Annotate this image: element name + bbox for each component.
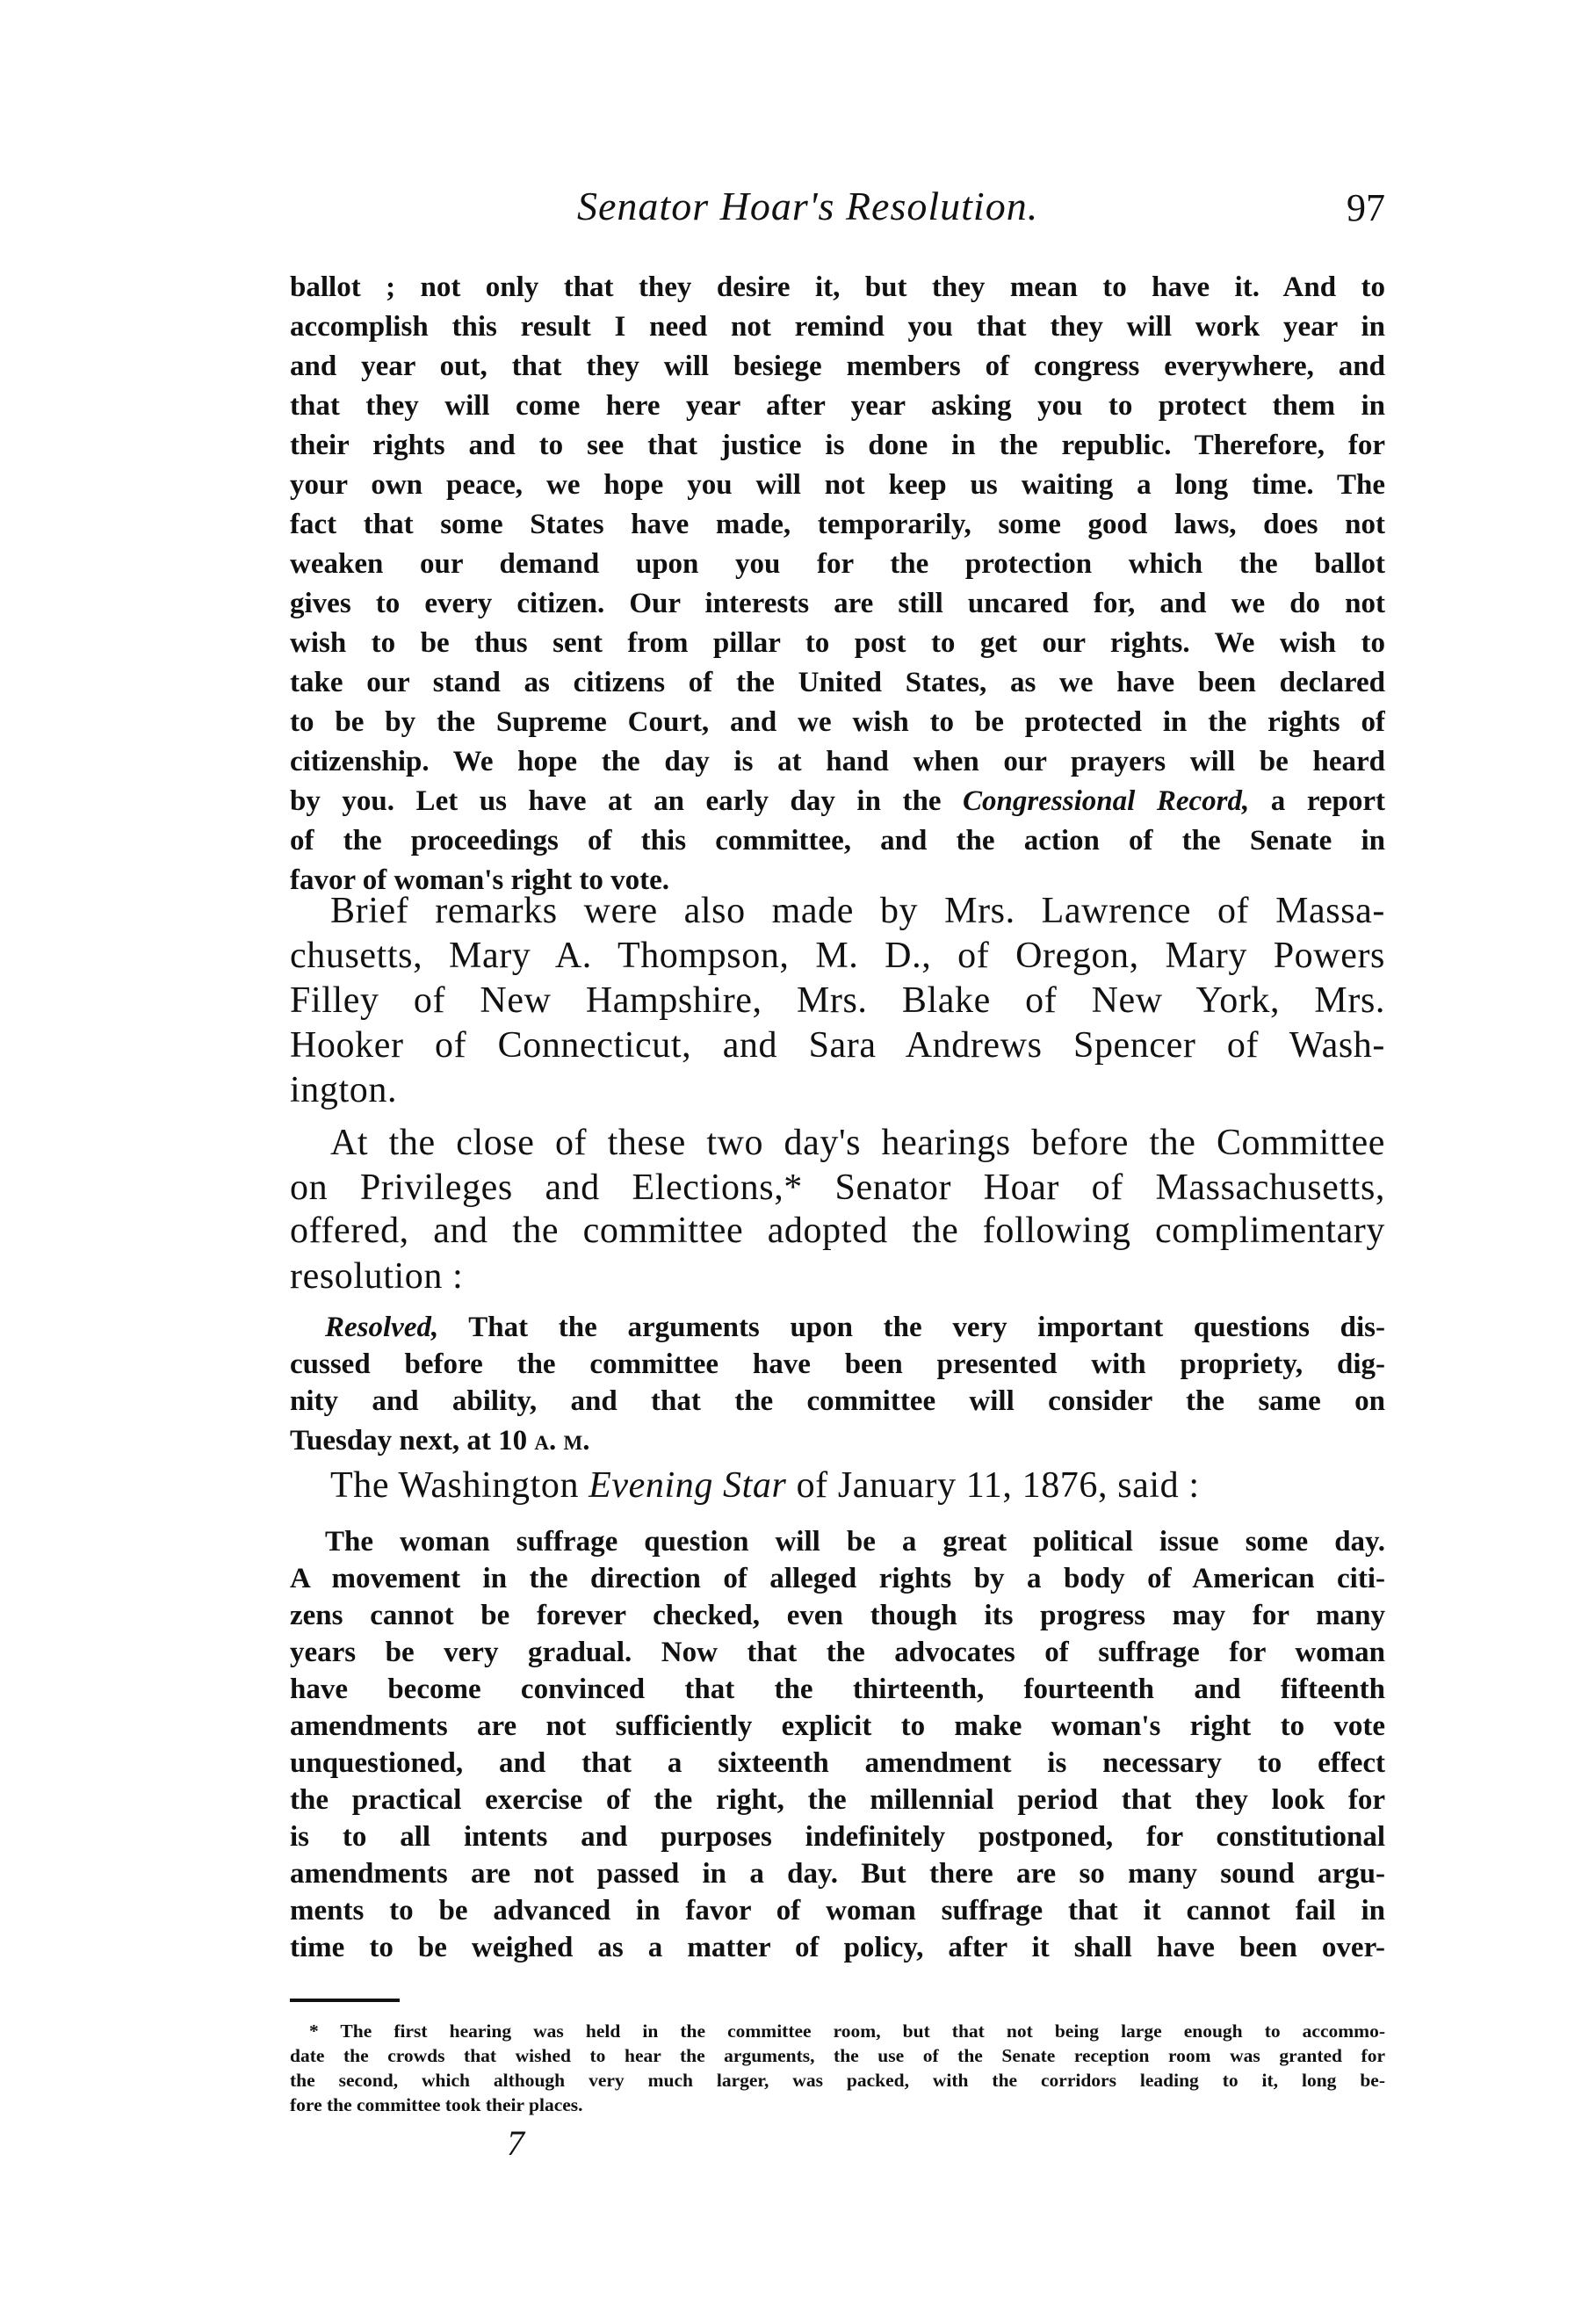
text-line-resolved xyxy=(290,1308,1385,1348)
text-line: cussed before the committee have been presented with propriety, dig- xyxy=(290,1348,1385,1380)
text-line: wish to be thus sent from pillar to post to get our rights. We wish to xyxy=(290,627,1385,659)
text-line: accomplish this result I need not remind you that they will work year in xyxy=(290,311,1385,343)
footnote-line: fore the committee took their places. xyxy=(290,2094,583,2115)
text-line: Brief remarks were also made by Mrs. Lawrence of Massa- xyxy=(330,891,1385,931)
text-run: of January 11, 1876, said : xyxy=(786,1465,1200,1506)
text-line: Filley of New Hampshire, Mrs. Blake of New York, Mrs. xyxy=(290,980,1385,1021)
meeting-time: 10 a. m. xyxy=(498,1425,590,1457)
text-line: take our stand as citizens of the United States, as we have been declared xyxy=(290,667,1385,698)
text-line: to be by the Supreme Court, and we wish to be protected in the rights of xyxy=(290,706,1385,738)
text-line: ington. xyxy=(290,1070,398,1110)
publication-title: Congressional Record, xyxy=(963,785,1250,817)
running-head xyxy=(290,180,1385,233)
footnote-line: date the crowds that wished to hear the arguments, the use of the Senate reception room was granted for xyxy=(290,2045,1385,2066)
text-line: and year out, that they will besiege members of congress everywhere, and xyxy=(290,351,1385,382)
resolved-label: Resolved, xyxy=(325,1312,439,1343)
text-line: zens cannot be forever checked, even though its progress may for many xyxy=(290,1600,1385,1631)
newspaper-title: Evening Star xyxy=(589,1465,787,1506)
text-line: chusetts, Mary A. Thompson, M. D., of Oregon, Mary Powers xyxy=(290,936,1385,976)
text-line: your own peace, we hope you will not keep us waiting a long time. The xyxy=(290,469,1385,501)
text-line: years be very gradual. Now that the advocates of suffrage for woman xyxy=(290,1637,1385,1668)
text-line: that they will come here year after year asking you to protect them in xyxy=(290,390,1385,422)
footnote-line: * The first hearing was held in the committee room, but that not being large enough to accommo- xyxy=(309,2020,1385,2042)
text-run: The Washington xyxy=(330,1465,589,1506)
text-line: ments to be advanced in favor of woman suffrage that it cannot fail in xyxy=(290,1895,1385,1926)
text-line: offered, and the committee adopted the following complimentary xyxy=(290,1211,1385,1251)
text-line: amendments are not passed in a day. But there are so many sound argu- xyxy=(290,1858,1385,1890)
text-line: favor of woman's right to vote. xyxy=(290,864,669,896)
text-run: Tuesday next, at xyxy=(290,1425,499,1457)
text-line: unquestioned, and that a sixteenth amendment is necessary to effect xyxy=(290,1747,1385,1779)
text-line: their rights and to see that justice is done in the republic. Therefore, for xyxy=(290,430,1385,461)
text-run: by you. Let us have at an early day in the xyxy=(290,785,964,817)
text-line: resolution : xyxy=(290,1256,464,1297)
text-line: of the proceedings of this committee, and the action of the Senate in xyxy=(290,825,1385,857)
text-line: is to all intents and purposes indefinitely postponed, for constitutional xyxy=(290,1821,1385,1853)
page-number: 97 xyxy=(1347,186,1385,229)
text-line: weaken our demand upon you for the protection which the ballot xyxy=(290,548,1385,580)
text-run: a report xyxy=(1249,785,1385,817)
text-line: on Privileges and Elections,* Senator Hoar of Massachusetts, xyxy=(290,1167,1385,1208)
text-line: the practical exercise of the right, the millennial period that they look for xyxy=(290,1784,1385,1816)
footnote-line: the second, which although very much larger, was packed, with the corridors leading to it, long be- xyxy=(290,2070,1385,2091)
text-line: time to be weighed as a matter of policy, after it shall have been over- xyxy=(290,1932,1385,1963)
text-line: citizenship. We hope the day is at hand when our prayers will be heard xyxy=(290,746,1385,777)
text-line-record xyxy=(290,782,1385,821)
text-line: gives to every citizen. Our interests are still uncared for, and we do not xyxy=(290,588,1385,619)
text-line xyxy=(290,1421,1385,1461)
text-line: ballot ; not only that they desire it, but they mean to have it. And to xyxy=(290,271,1385,303)
signature-mark: 7 xyxy=(507,2123,524,2163)
text-line: Hooker of Connecticut, and Sara Andrews Spencer of Wash- xyxy=(290,1025,1385,1066)
text-line: The woman suffrage question will be a great political issue some day. xyxy=(325,1526,1385,1558)
evening-star-intro xyxy=(290,1464,1385,1508)
text-line: At the close of these two day's hearings before the Committee xyxy=(330,1123,1385,1163)
footnote-rule xyxy=(290,1999,400,2002)
running-title: Senator Hoar's Resolution. xyxy=(577,184,1039,228)
text-line: have become convinced that the thirteenth, fourteenth and fifteenth xyxy=(290,1673,1385,1705)
text-line: fact that some States have made, temporarily, some good laws, does not xyxy=(290,509,1385,540)
text-line: nity and ability, and that the committee will consider the same on xyxy=(290,1385,1385,1417)
text-line: A movement in the direction of alleged rights by a body of American citi- xyxy=(290,1563,1385,1594)
text-line: amendments are not sufficiently explicit to make woman's right to vote xyxy=(290,1710,1385,1742)
text-run: That the arguments upon the very important questions dis- xyxy=(438,1312,1385,1343)
